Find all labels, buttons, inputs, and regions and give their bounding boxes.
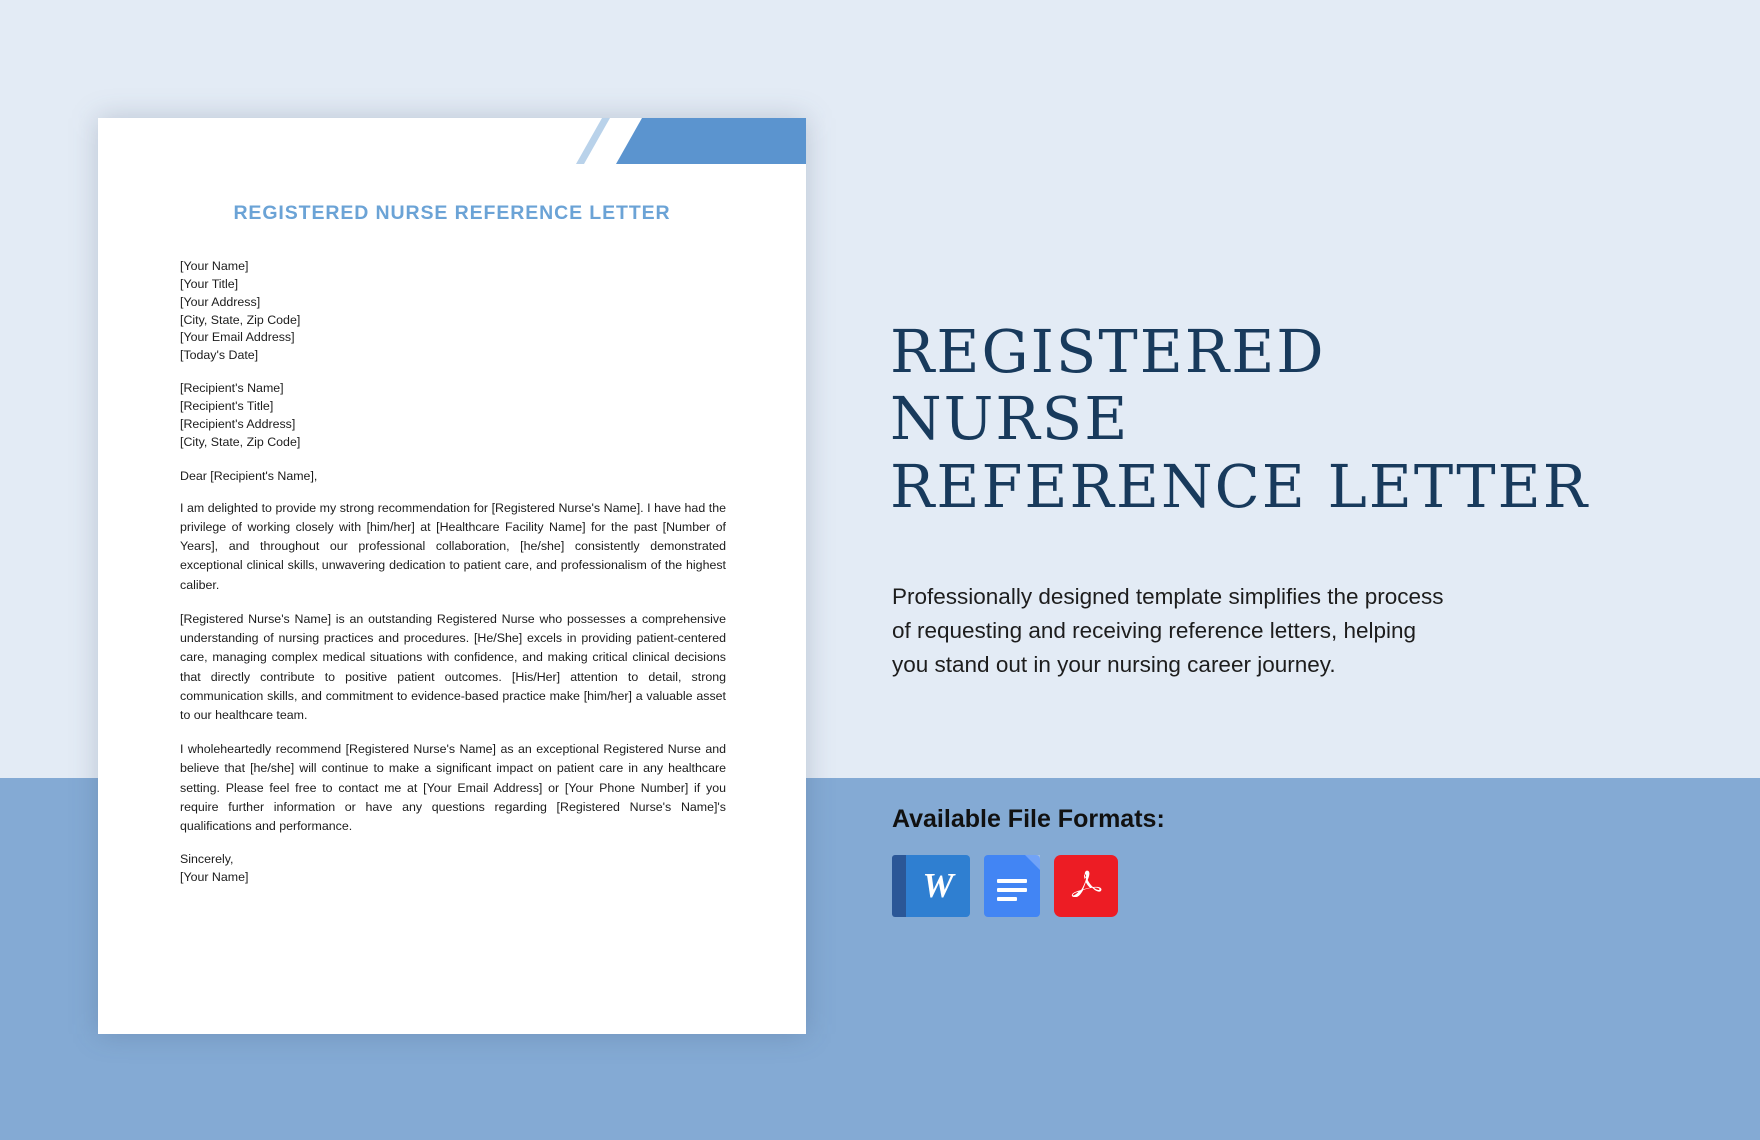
word-icon[interactable] xyxy=(892,855,970,917)
sender-line: [City, State, Zip Code] xyxy=(180,312,301,327)
document-title: REGISTERED NURSE REFERENCE LETTER xyxy=(233,202,671,224)
recipient-line: [City, State, Zip Code] xyxy=(180,434,301,449)
google-docs-icon-line xyxy=(997,888,1027,892)
google-docs-icon[interactable] xyxy=(984,855,1040,917)
promo-subheadline: Professionally designed template simplifies the process of requesting and receiving reference letters, helping you stand out in your nursing career journey. xyxy=(892,584,1444,678)
recipient-line: [Recipient's Title] xyxy=(180,399,274,414)
sender-line: [Your Title] xyxy=(180,276,239,291)
sender-line: [Your Address] xyxy=(180,294,261,309)
corner-shape-primary xyxy=(616,118,806,164)
available-formats-label: Available File Formats: xyxy=(892,805,1165,833)
sender-line: [Your Email Address] xyxy=(180,330,295,345)
salutation: Dear [Recipient's Name], xyxy=(180,468,318,483)
sender-line: [Today's Date] xyxy=(180,348,259,363)
google-docs-icon-line xyxy=(997,897,1017,901)
file-format-icon-list xyxy=(892,855,1118,917)
corner-decoration xyxy=(566,118,806,164)
signature-block xyxy=(180,851,726,887)
corner-shape-accent xyxy=(576,118,610,164)
google-docs-icon-line xyxy=(997,879,1027,883)
body-paragraph-1: I am delighted to provide my strong recommendation for [Registered Nurse's Name]. I have had the privilege of working closely with [him/her] at [Healthcare Facility Name] for the past [Number of Years], and throughout our professional collaboration, [he/she] consistently demonstrated exceptional clinical skills, unwavering dedication to patient care, and professionalism of the highest caliber. xyxy=(180,500,726,592)
headline-line-1: REGISTERED xyxy=(890,317,1326,386)
sender-address-block xyxy=(180,258,726,365)
headline-line-3: REFERENCE LETTER xyxy=(890,451,1590,521)
letter-document xyxy=(98,118,806,1034)
word-icon-letter: W xyxy=(922,866,954,905)
signature-name: [Your Name] xyxy=(180,870,249,885)
promo-panel xyxy=(890,0,1760,1140)
document-body xyxy=(180,258,726,887)
sender-line: [Your Name] xyxy=(180,259,249,273)
body-paragraph-2: [Registered Nurse's Name] is an outstanding Registered Nurse who possesses a comprehensive understanding of nursing practices and procedures. [He/She] excels in providing patient-centered care, managing complex medical situations with confidence, and making critical clinical decisions that directly contribute to positive patient outcomes. [His/Her] attention to detail, strong communication skills, and commitment to evidence-based practice make [him/her] a valuable asset to our healthcare team. xyxy=(180,611,726,722)
closing-text: Sincerely, xyxy=(180,852,234,867)
pdf-icon[interactable] xyxy=(1054,855,1118,917)
headline-line-2: NURSE xyxy=(890,384,1130,454)
pdf-icon-glyph xyxy=(1066,866,1106,906)
recipient-address-block xyxy=(180,380,726,451)
recipient-line: [Recipient's Address] xyxy=(180,416,296,431)
body-paragraph-3: I wholeheartedly recommend [Registered Nurse's Name] as an exceptional Registered Nurse and believe that [he/she] will continue to make a significant impact on patient care in any healthcare setting. Please feel free to contact me at [Your Email Address] or [Your Phone Number] if you require further information or have any questions regarding [Registered Nurse's Name]'s qualifications and performance. xyxy=(180,742,726,834)
recipient-line: [Recipient's Name] xyxy=(180,381,284,396)
google-docs-icon-fold xyxy=(1025,855,1040,870)
promo-headline xyxy=(890,318,1720,520)
